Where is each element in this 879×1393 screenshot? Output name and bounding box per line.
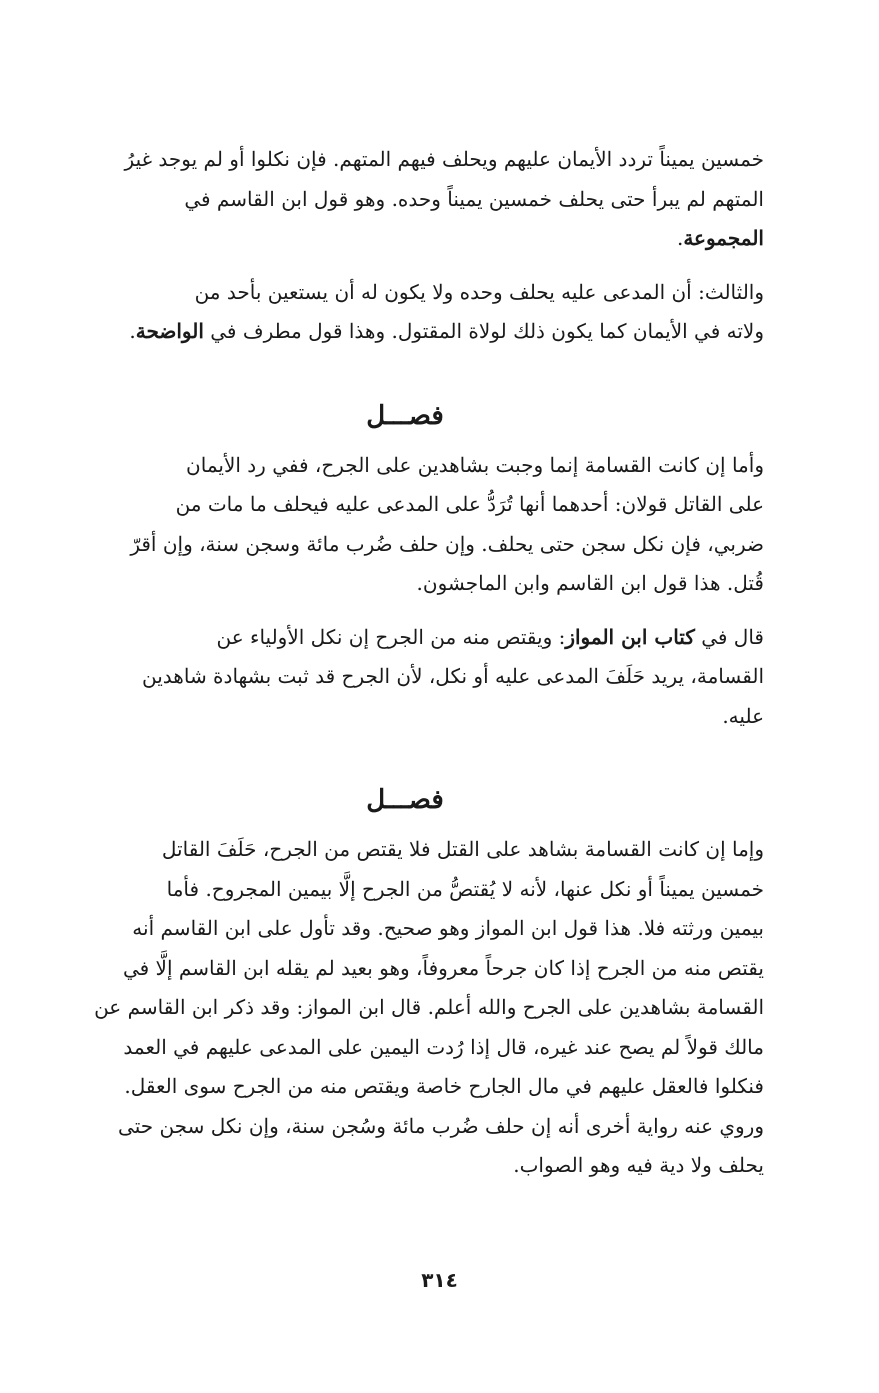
text-line: يحلف ولا دية فيه وهو الصواب. (513, 1153, 764, 1177)
text-line: وأما إن كانت القسامة إنما وجبت بشاهدين على الجرح، ففي رد الأيمان (186, 452, 764, 477)
text-line: خمسين يميناً تردد الأيمان عليهم ويحلف فيهم المتهم. فإن نكلوا أو لم يوجد غيرُ (124, 147, 764, 171)
punctuation: . (676, 226, 684, 250)
punctuation: . (129, 319, 136, 343)
text-line: القسامة بشاهدين على الجرح والله أعلم. قال ابن المواز: وقد ذكر ابن القاسم عن (94, 995, 764, 1019)
paragraph-3 (46, 446, 764, 604)
text-span: ولاته في الأيمان كما يكون ذلك لولاة المقتول. وهذا قول مطرف في (203, 319, 764, 343)
text-line: وإما إن كانت القسامة بشاهد على القتل فلا يقتص من الجرح، حَلَفَ القاتل (161, 837, 764, 861)
text-span: : ويقتص منه من الجرح إن نكل الأولياء عن (216, 624, 566, 649)
text-line: المتهم لم يبرأ حتى يحلف خمسين يميناً وحده. وهو قول ابن القاسم في (184, 186, 764, 211)
text-line: القسامة، يريد حَلَفَ المدعى عليه أو نكل، لأن الجرح قد ثبت بشهادة شاهدين (142, 664, 764, 688)
text-line: بيمين ورثته فلا. هذا قول ابن المواز وهو صحيح. وقد تأول على ابن القاسم أنه (132, 916, 764, 940)
section-heading-1: فصـــل (366, 400, 444, 431)
paragraph-5 (46, 830, 764, 1186)
paragraph-4 (46, 618, 764, 737)
text-line: يقتص منه من الجرح إذا كان جرحاً معروفاً، وهو بعيد لم يقله ابن القاسم إلَّا في (122, 955, 764, 980)
text-line (46, 312, 764, 352)
text-span: قال في (694, 624, 764, 649)
paragraph-1 (46, 140, 764, 259)
paragraph-2 (46, 273, 764, 352)
text-line: وروي عنه رواية أخرى أنه إن حلف ضُرب مائة وسُجن سنة، وإن نكل سجن حتى (118, 1113, 764, 1138)
text-line (46, 618, 764, 658)
page-body (46, 140, 764, 1186)
text-line: عليه. (722, 703, 764, 728)
text-line: مالك قولاً لم يصح عند غيره، قال إذا رُدت اليمين على المدعى عليهم في العمد (123, 1034, 764, 1059)
text-line (46, 219, 764, 259)
text-line: على القاتل قولان: أحدهما أنها تُرَدُّ على المدعى عليه فيحلف ما مات من (175, 492, 764, 516)
book-title: المجموعة (683, 226, 764, 250)
text-line: فنكلوا فالعقل عليهم في مال الجارح خاصة ويقتص منه من الجرح سوى العقل. (124, 1074, 764, 1098)
text-line: والثالث: أن المدعى عليه يحلف وحده ولا يكون له أن يستعين بأحد من (194, 279, 764, 304)
page-number: ٣١٤ (421, 1268, 458, 1292)
text-line: قُتل. هذا قول ابن القاسم وابن الماجشون. (416, 571, 764, 595)
book-title: كتاب ابن المواز (565, 624, 695, 649)
section-heading-2: فصـــل (366, 785, 444, 815)
book-title: الواضحة (135, 319, 204, 343)
text-line: ضربي، فإن نكل سجن حتى يحلف. وإن حلف ضُرب مائة وسجن سنة، وإن أقرّ (130, 531, 764, 556)
text-line: خمسين يميناً أو نكل عنها، لأنه لا يُقتصُّ من الجرح إلَّا بيمين المجروح. فأما (166, 876, 764, 901)
